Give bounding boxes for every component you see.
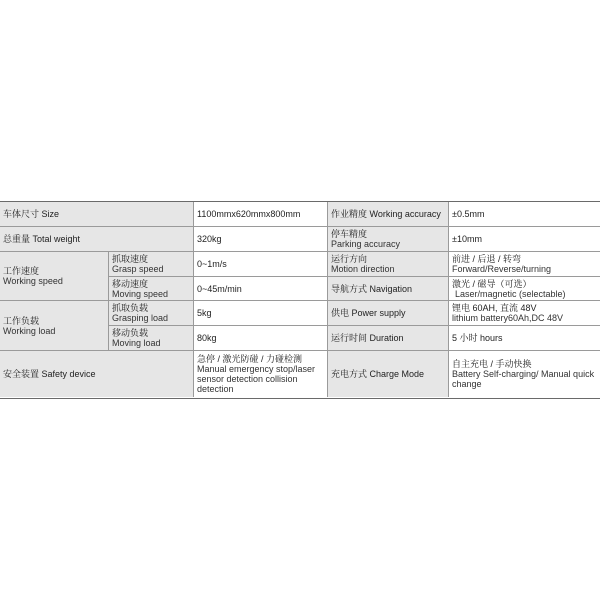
size-label bbox=[0, 202, 193, 226]
motion-label: 运行方向 Motion direction bbox=[331, 254, 395, 274]
grasp-load-value: 5kg bbox=[197, 308, 212, 318]
accuracy-value: ±0.5mm bbox=[452, 209, 485, 219]
charge-label: 充电方式 Charge Mode bbox=[331, 369, 425, 379]
weight-label: 总重量 Total weight bbox=[3, 234, 81, 244]
duration-label: 运行时间 Duration bbox=[331, 333, 404, 343]
navigation-label: 导航方式 Navigation bbox=[331, 283, 413, 294]
grasp-load-label: 抓取负载 Grasping load bbox=[112, 303, 169, 323]
safety-label: 安全装置 Safety device bbox=[3, 369, 96, 379]
grasp-speed-label: 抓取速度 Grasp speed bbox=[112, 254, 164, 274]
safety-value: 急停 / 激光防碰 / 力碰检测 Manual emergency stop/laser sensor detection collision detection bbox=[197, 354, 316, 394]
speed-label: 工作速度 Working speed bbox=[3, 266, 63, 286]
power-label: 供电 Power supply bbox=[331, 308, 406, 318]
moving-speed-label: 移动速度 Moving speed bbox=[112, 278, 169, 299]
duration-value: 5 小时 hours bbox=[452, 333, 503, 343]
motion-value: 前进 / 后退 / 转弯 Forward/Reverse/turning bbox=[452, 254, 552, 274]
power-value: 锂电 60AH, 直流 48V lithium battery60Ah,DC 48V bbox=[452, 303, 564, 323]
moving-load-value: 80kg bbox=[197, 333, 217, 343]
label-en: Size bbox=[41, 209, 60, 219]
charge-value: 自主充电 / 手动快换 Battery Self-charging/ Manual quick change bbox=[452, 359, 595, 389]
load-label: 工作负载 Working load bbox=[3, 315, 56, 336]
parking-label: 停车精度 Parking accuracy bbox=[331, 229, 401, 249]
moving-speed-value: 0~45m/min bbox=[197, 283, 242, 294]
moving-load-label: 移动负载 Moving load bbox=[112, 328, 161, 348]
weight-value: 320kg bbox=[197, 234, 222, 244]
grasp-speed-value: 0~1m/s bbox=[197, 259, 227, 269]
size-value: 1100mmx620mmx800mm bbox=[197, 209, 301, 219]
parking-value: ±10mm bbox=[452, 234, 482, 244]
spec-table bbox=[0, 201, 600, 399]
accuracy-label: 作业精度 Working accuracy bbox=[331, 209, 441, 219]
label-zh: 车体尺寸 bbox=[3, 209, 40, 219]
navigation-value: 激光 / 磁导（可选） Laser/magnetic (selectable) bbox=[452, 278, 566, 299]
